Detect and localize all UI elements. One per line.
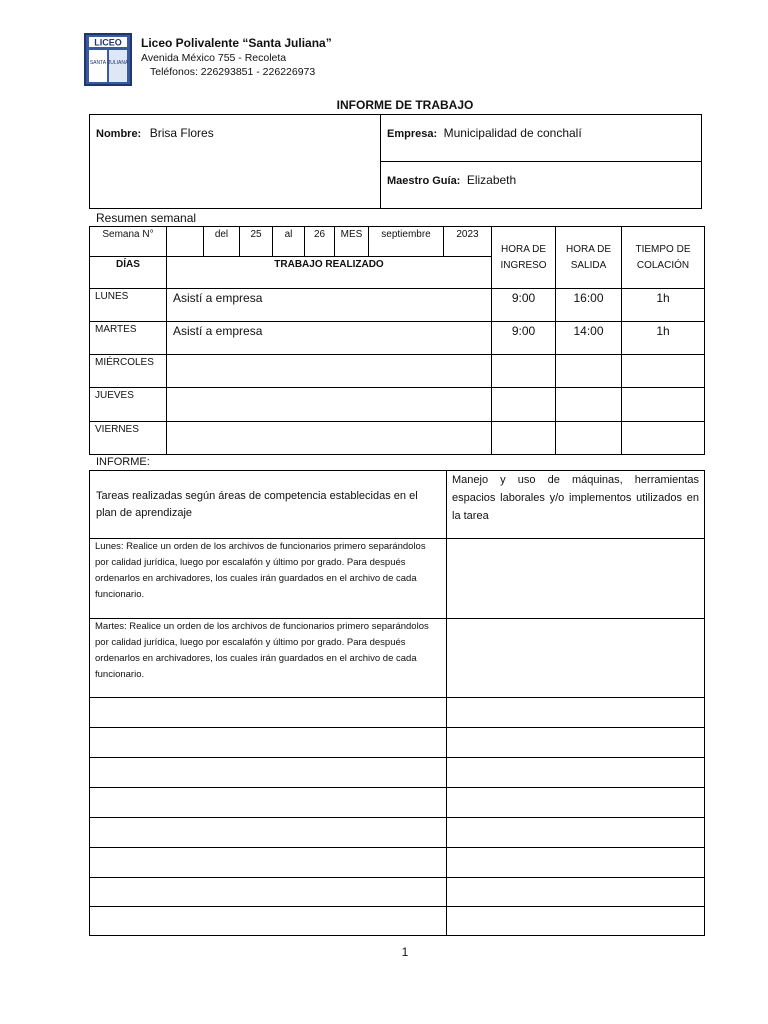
task-entry [90,788,447,818]
salida-cell [556,355,622,388]
tools-entry [447,878,705,907]
day-label: MARTES [90,322,167,355]
school-phones: Teléfonos: 226293851 - 226226973 [150,66,316,78]
semana-label: Semana N° [90,227,167,257]
table-row [90,728,705,758]
table-row [90,422,705,455]
tools-entry [447,539,705,619]
table-row [90,355,705,388]
tools-entry [447,848,705,878]
svg-text:JULIANA: JULIANA [107,60,129,66]
day-label: JUEVES [90,388,167,422]
work-cell: Asistí a empresa [167,289,492,322]
table-row [90,322,705,355]
table-row [90,848,705,878]
task-entry [90,818,447,848]
task-entry: Martes: Realice un orden de los archivos de funcionarios primero separándolos por calidad jurídica, luego por escalafón y último por grado. Para después ordenarlos en archivadores, los cuales irán guardados en el archivo de cada funcionario. [90,619,447,698]
salida-cell [556,388,622,422]
task-entry [90,848,447,878]
col-trabajo-header: TRABAJO REALIZADO [167,257,492,289]
ingreso-cell: 9:00 [492,322,556,355]
empresa-value: Municipalidad de conchalí [443,126,582,140]
col-salida-header: HORA DE SALIDA [556,227,622,289]
work-cell [167,388,492,422]
svg-text:SANTA: SANTA [89,60,107,66]
tools-entry [447,758,705,788]
nombre-value: Brisa Flores [149,126,214,140]
ingreso-cell [492,422,556,455]
empresa-field [387,124,582,142]
table-row [90,698,705,728]
empresa-label: Empresa: [387,128,438,140]
maestro-label: Maestro Guía: [387,175,461,187]
colacion-cell [622,422,705,455]
svg-text:LICEO: LICEO [94,37,122,48]
school-name: Liceo Polivalente “Santa Juliana” [141,36,332,50]
tools-entry [447,818,705,848]
work-cell [167,422,492,455]
tools-entry [447,907,705,936]
semana-value [167,227,204,257]
salida-cell: 14:00 [556,322,622,355]
table-row [90,818,705,848]
mes-label: MES [335,227,369,257]
year-value: 2023 [444,227,492,257]
colacion-cell [622,388,705,422]
al-label: al [273,227,305,257]
task-entry [90,907,447,936]
tools-header: Manejo y uso de máquinas, herramientas espacios laborales y/o implementos utilizados en la tarea [447,471,705,539]
day-label: VIERNES [90,422,167,455]
colacion-cell: 1h [622,322,705,355]
informe-label: INFORME: [96,456,150,468]
table-row [90,878,705,907]
work-cell [167,355,492,388]
maestro-value: Elizabeth [466,173,517,187]
school-logo [84,33,132,86]
report-title: INFORME DE TRABAJO [336,98,474,112]
day-label: MIÉRCOLES [90,355,167,388]
task-entry: Lunes: Realice un orden de los archivos de funcionarios primero separándolos por calidad jurídica, luego por escalafón y último por grado. Para después ordenarlos en archivadores, los cuales irán guardados en el archivo de cada funcionario. [90,539,447,619]
col-ingreso-header: HORA DE INGRESO [492,227,556,289]
tools-entry [447,698,705,728]
del-value: 25 [240,227,273,257]
ingreso-cell [492,388,556,422]
colacion-cell: 1h [622,289,705,322]
table-row [90,388,705,422]
col-dias-header: DÍAS [90,257,167,289]
tools-entry [447,788,705,818]
table-row [90,758,705,788]
resumen-label: Resumen semanal [96,211,197,225]
nombre-label: Nombre: [96,128,142,140]
tools-entry [447,728,705,758]
table-row [90,539,705,619]
page-number: 1 [401,945,409,959]
tasks-header: Tareas realizadas según áreas de competencia establecidas en el plan de aprendizaje [90,471,447,539]
tools-entry [447,619,705,698]
task-entry [90,728,447,758]
weekly-table [89,226,705,455]
info-divider-horizontal [380,161,702,162]
table-row [90,788,705,818]
task-entry [90,698,447,728]
al-value: 26 [305,227,335,257]
table-row [90,619,705,698]
task-entry [90,758,447,788]
nombre-field [96,124,214,142]
task-entry [90,878,447,907]
table-row [90,907,705,936]
salida-cell: 16:00 [556,289,622,322]
salida-cell [556,422,622,455]
mes-value: septiembre [369,227,444,257]
school-address: Avenida México 755 - Recoleta [141,52,287,64]
colacion-cell [622,355,705,388]
maestro-field [387,171,516,189]
col-colacion-header: TIEMPO DE COLACIÓN [622,227,705,289]
table-row [90,289,705,322]
ingreso-cell: 9:00 [492,289,556,322]
day-label: LUNES [90,289,167,322]
informe-table [89,470,705,936]
work-cell: Asistí a empresa [167,322,492,355]
del-label: del [204,227,240,257]
ingreso-cell [492,355,556,388]
